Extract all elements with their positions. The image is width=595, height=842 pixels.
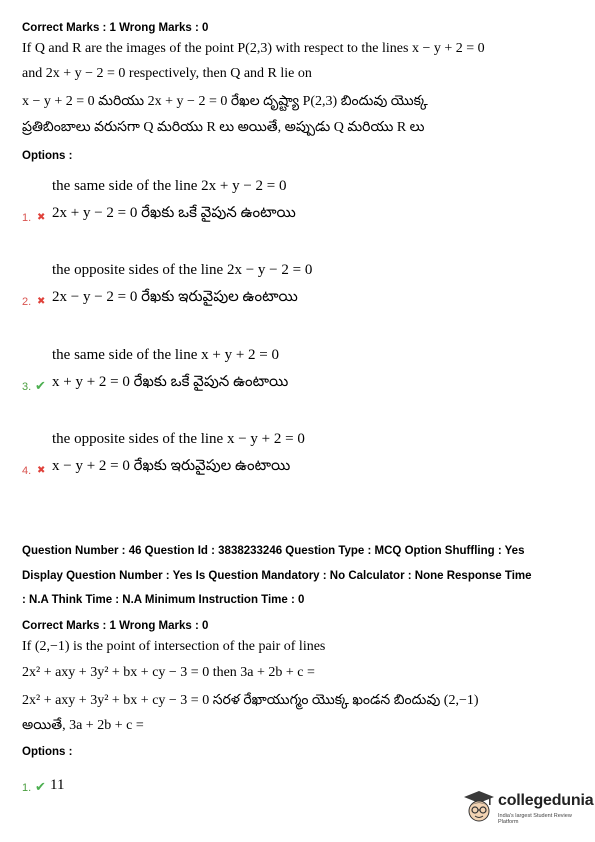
wrong-cross-icon: ✖ bbox=[37, 296, 46, 307]
q2-stem-te-line2: అయితే, 3a + 2b + c = bbox=[22, 718, 144, 733]
correct-check-icon: ✔ bbox=[35, 378, 46, 393]
q1-option-1-number: 1. bbox=[22, 212, 32, 224]
q2-stem-te-line1: 2x² + axy + 3y² + bx + cy − 3 = 0 సరళ రేఖాయుగ్మం యొక్క ఖండన బిందువు (2,−1) bbox=[22, 693, 479, 708]
wrong-cross-icon: ✖ bbox=[37, 465, 46, 476]
q2-meta-line3: : N.A Think Time : N.A Minimum Instruction Time : 0 bbox=[22, 594, 305, 606]
q2-meta-line1: Question Number : 46 Question Id : 3838233246 Question Type : MCQ Option Shuffling : Yes bbox=[22, 545, 525, 557]
q2-stem-en-line2: 2x² + axy + 3y² + bx + cy − 3 = 0 then 3a + 2b + c = bbox=[22, 665, 315, 680]
q2-option-1-value: 11 bbox=[50, 777, 65, 793]
brand-name: collegedunia bbox=[498, 792, 594, 809]
q2-meta-line2: Display Question Number : Yes Is Question Mandatory : No Calculator : None Response Time bbox=[22, 570, 532, 582]
q2-option-1-number: 1. bbox=[22, 782, 32, 794]
q1-option-3-english: the same side of the line x + y + 2 = 0 bbox=[52, 347, 279, 363]
q1-option-2-telugu: 2x − y − 2 = 0 రేఖకు ఇరువైపుల ఉంటాయి bbox=[52, 289, 298, 305]
q1-option-2-english: the opposite sides of the line 2x − y − 2 = 0 bbox=[52, 262, 313, 278]
q1-stem-en-line1: If Q and R are the images of the point P(2,3) with respect to the lines x − y + 2 = 0 bbox=[22, 41, 485, 56]
collegedunia-logo bbox=[462, 789, 594, 829]
q1-marks: Correct Marks : 1 Wrong Marks : 0 bbox=[22, 22, 209, 34]
graduate-mascot-icon bbox=[462, 789, 496, 827]
q1-option-1-telugu: 2x + y − 2 = 0 రేఖకు ఒకే వైపున ఉంటాయి bbox=[52, 205, 296, 221]
q2-marks: Correct Marks : 1 Wrong Marks : 0 bbox=[22, 620, 209, 632]
wrong-cross-icon: ✖ bbox=[37, 212, 46, 223]
q2-options-label: Options : bbox=[22, 746, 73, 758]
q1-option-3-number: 3. bbox=[22, 381, 32, 393]
q1-option-3-telugu: x + y + 2 = 0 రేఖకు ఒకే వైపున ఉంటాయి bbox=[52, 374, 289, 390]
q1-option-4-english: the opposite sides of the line x − y + 2 = 0 bbox=[52, 431, 305, 447]
q1-option-4-telugu: x − y + 2 = 0 రేఖకు ఇరువైపుల ఉంటాయి bbox=[52, 458, 291, 474]
correct-check-icon: ✔ bbox=[35, 779, 46, 794]
q1-option-1-english: the same side of the line 2x + y − 2 = 0 bbox=[52, 178, 287, 194]
q1-options-label: Options : bbox=[22, 150, 73, 162]
q1-stem-en-line2: and 2x + y − 2 = 0 respectively, then Q and R lie on bbox=[22, 66, 312, 81]
q2-stem-en-line1: If (2,−1) is the point of intersection of the pair of lines bbox=[22, 639, 326, 654]
brand-tagline: India's largest Student Review Platform bbox=[498, 813, 572, 825]
q1-stem-te-line2: ప్రతిబింబాలు వరుసగా Q మరియు R లు అయితే, అప్పుడు Q మరియు R లు bbox=[22, 120, 425, 135]
q1-option-4-number: 4. bbox=[22, 465, 32, 477]
q1-stem-te-line1: x − y + 2 = 0 మరియు 2x + y − 2 = 0 రేఖల దృష్ట్యా P(2,3) బిందువు యొక్క bbox=[22, 94, 428, 109]
q1-option-2-number: 2. bbox=[22, 296, 32, 308]
